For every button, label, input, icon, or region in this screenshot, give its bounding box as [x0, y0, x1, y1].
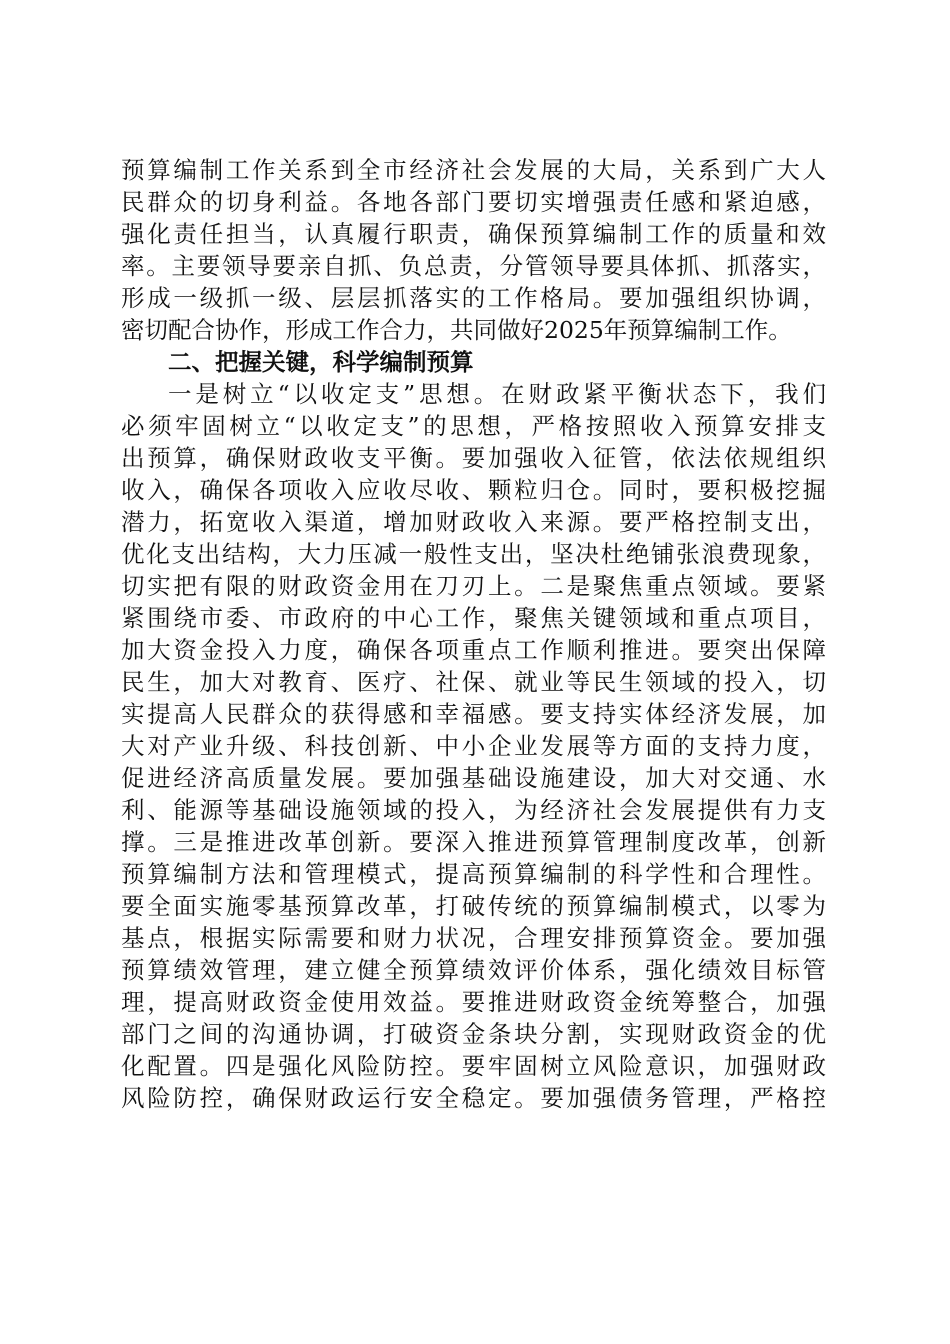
- paragraph-line: 率。主要领导要亲自抓、负总责，分管领导要具体抓、抓落实，: [121, 252, 826, 280]
- paragraph-line: 切实把有限的财政资金用在刀刃上。二是聚焦重点领域。要紧: [121, 572, 826, 600]
- paragraph-line: 实提高人民群众的获得感和幸福感。要支持实体经济发展，加: [121, 700, 826, 728]
- paragraph-line: 潜力，拓宽收入渠道，增加财政收入来源。要严格控制支出，: [121, 508, 826, 536]
- paragraph-line: 促进经济高质量发展。要加强基础设施建设，加大对交通、水: [121, 764, 826, 792]
- paragraph-line: 加大资金投入力度，确保各项重点工作顺利推进。要突出保障: [121, 636, 826, 664]
- paragraph-line: 理，提高财政资金使用效益。要推进财政资金统筹整合，加强: [121, 988, 826, 1016]
- paragraph-line: 大对产业升级、科技创新、中小企业发展等方面的支持力度，: [121, 732, 826, 760]
- paragraph-line: 收入，确保各项收入应收尽收、颗粒归仓。同时，要积极挖掘: [121, 476, 826, 504]
- paragraph-line: 预算绩效管理，建立健全预算绩效评价体系，强化绩效目标管: [121, 956, 826, 984]
- paragraph-line: 必须牢固树立“以收定支”的思想，严格按照收入预算安排支: [121, 412, 826, 440]
- paragraph-line: 利、能源等基础设施领域的投入，为经济社会发展提供有力支: [121, 796, 826, 824]
- paragraph-line: 民生，加大对教育、医疗、社保、就业等民生领域的投入，切: [121, 668, 826, 696]
- paragraph-line: 优化支出结构，大力压减一般性支出，坚决杜绝铺张浪费现象，: [121, 540, 826, 568]
- paragraph-line: 强化责任担当，认真履行职责，确保预算编制工作的质量和效: [121, 220, 826, 248]
- paragraph-line: 预算编制方法和管理模式，提高预算编制的科学性和合理性。: [121, 860, 826, 888]
- paragraph-line: 预算编制工作关系到全市经济社会发展的大局，关系到广大人: [121, 156, 826, 184]
- paragraph-line: 风险防控，确保财政运行安全稳定。要加强债务管理，严格控: [121, 1084, 826, 1112]
- paragraph-line: 化配置。四是强化风险防控。要牢固树立风险意识，加强财政: [121, 1052, 826, 1080]
- paragraph-line: 密切配合协作，形成工作合力，共同做好2025年预算编制工作。: [121, 316, 792, 344]
- paragraph-line: 撑。三是推进改革创新。要深入推进预算管理制度改革，创新: [121, 828, 826, 856]
- paragraph-line: 基点，根据实际需要和财力状况，合理安排预算资金。要加强: [121, 924, 826, 952]
- paragraph-line: 出预算，确保财政收支平衡。要加强收入征管，依法依规组织: [121, 444, 826, 472]
- paragraph-line: 形成一级抓一级、层层抓落实的工作格局。要加强组织协调，: [121, 284, 826, 312]
- paragraph-line: 要全面实施零基预算改革，打破传统的预算编制模式，以零为: [121, 892, 826, 920]
- paragraph-line: 一是树立“以收定支”思想。在财政紧平衡状态下，我们: [168, 380, 826, 408]
- paragraph-line: 部门之间的沟通协调，打破资金条块分割，实现财政资金的优: [121, 1020, 826, 1048]
- paragraph-line: 紧围绕市委、市政府的中心工作，聚焦关键领域和重点项目，: [121, 604, 826, 632]
- paragraph-line: 民群众的切身利益。各地各部门要切实增强责任感和紧迫感，: [121, 188, 826, 216]
- section-heading: 二、把握关键，科学编制预算: [168, 348, 474, 376]
